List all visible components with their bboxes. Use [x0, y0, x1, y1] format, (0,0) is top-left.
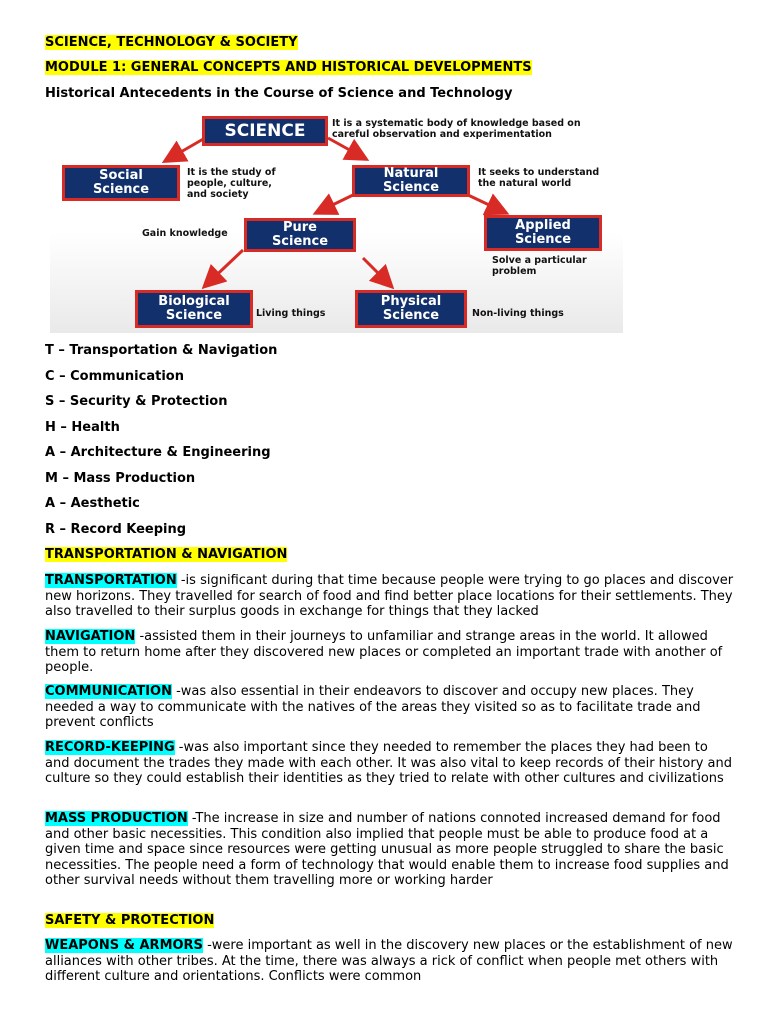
acronym-item: A – Aesthetic: [45, 496, 140, 511]
box-science: SCIENCE: [202, 116, 328, 146]
term: NAVIGATION: [45, 629, 136, 644]
term: COMMUNICATION: [45, 684, 172, 699]
term: MASS PRODUCTION: [45, 811, 188, 826]
note-social: It is the study of people, culture, and society: [187, 167, 276, 200]
doc-title: SCIENCE, TECHNOLOGY & SOCIETY: [45, 35, 298, 50]
heading-transportation-navigation: TRANSPORTATION & NAVIGATION: [45, 547, 288, 562]
paragraph-communication: COMMUNICATION -was also essential in their endeavors to discover and occupy new places. They needed a way to communicate with the natives of the areas they visited so as to facilitate trade and prevent conflicts: [45, 684, 701, 730]
acronym-item: A – Architecture & Engineering: [45, 445, 271, 460]
box-social-science: Social Science: [62, 165, 180, 201]
paragraph-weapons: WEAPONS & ARMORS -were important as well in the discovery new places or the establishment of new alliances with other tribes. At the time, there was always a rick of conflict when people met others with different culture and orientations. Conflicts were common: [45, 938, 733, 984]
acronym-item: T – Transportation & Navigation: [45, 343, 278, 358]
acronym-item: H – Health: [45, 419, 120, 435]
module-title: MODULE 1: GENERAL CONCEPTS AND HISTORICAL DEVELOPMENTS: [45, 60, 532, 75]
note-physical: Non-living things: [472, 308, 564, 319]
arrow-science-social: [167, 138, 205, 160]
arrow-natural-applied: [468, 195, 504, 212]
note-pure: Gain knowledge: [142, 228, 228, 239]
paragraph-navigation: NAVIGATION -assisted them in their journeys to unfamiliar and strange areas in the world. It allowed them to return home after they discovered new places or completed an important trade with another of people.: [45, 629, 723, 675]
science-diagram: [50, 110, 623, 333]
heading-safety-protection: SAFETY & PROTECTION: [45, 913, 215, 928]
arrow-pure-physical: [363, 258, 390, 285]
term: TRANSPORTATION: [45, 573, 177, 588]
paragraph-mass-production: MASS PRODUCTION -The increase in size and number of nations connoted increased demand for food and other basic necessities. This condition also implied that people must be able to produce food at a given time and space since resources were getting unusual as more people struggled to share the basic necessities. The people need a form of technology that would enable them to increase food supplies and other survival needs without them travelling more or working harder: [45, 811, 729, 888]
box-biological-science: Biological Science: [135, 290, 253, 328]
box-natural-science: Natural Science: [352, 165, 470, 197]
note-science: It is a systematic body of knowledge based on careful observation and experimentation: [332, 118, 581, 140]
note-natural: It seeks to understand the natural world: [478, 167, 600, 189]
acronym-item: C – Communication: [45, 368, 184, 384]
paragraph-transportation: TRANSPORTATION -is significant during that time because people were trying to go places and discover new horizons. They travelled for search of food and find better place locations for their settlements. They also travelled to their surplus goods in exchange for things that they lacked: [45, 573, 734, 619]
arrow-pure-biological: [206, 250, 243, 285]
box-pure-science: Pure Science: [244, 218, 356, 252]
acronym-item: S – Security & Protection: [45, 394, 228, 409]
arrow-natural-pure: [318, 195, 353, 212]
paragraph-record-keeping: RECORD-KEEPING -was also important since they needed to remember the places they had been to and document the trades they made with each other. It was also vital to keep records of their history and culture so they could establish their identities as they tried to relate with other cultures and civilizations: [45, 740, 732, 786]
acronym-list: [45, 343, 277, 547]
acronym-item: M – Mass Production: [45, 470, 196, 486]
term: RECORD-KEEPING: [45, 740, 175, 755]
note-applied: Solve a particular problem: [492, 255, 587, 277]
acronym-item: R – Record Keeping: [45, 521, 187, 537]
note-biological: Living things: [256, 308, 326, 319]
arrow-science-natural: [328, 138, 364, 158]
box-applied-science: Applied Science: [484, 215, 602, 251]
section-subtitle: Historical Antecedents in the Course of Science and Technology: [45, 86, 513, 101]
term: WEAPONS & ARMORS: [45, 938, 203, 953]
box-physical-science: Physical Science: [355, 290, 467, 328]
